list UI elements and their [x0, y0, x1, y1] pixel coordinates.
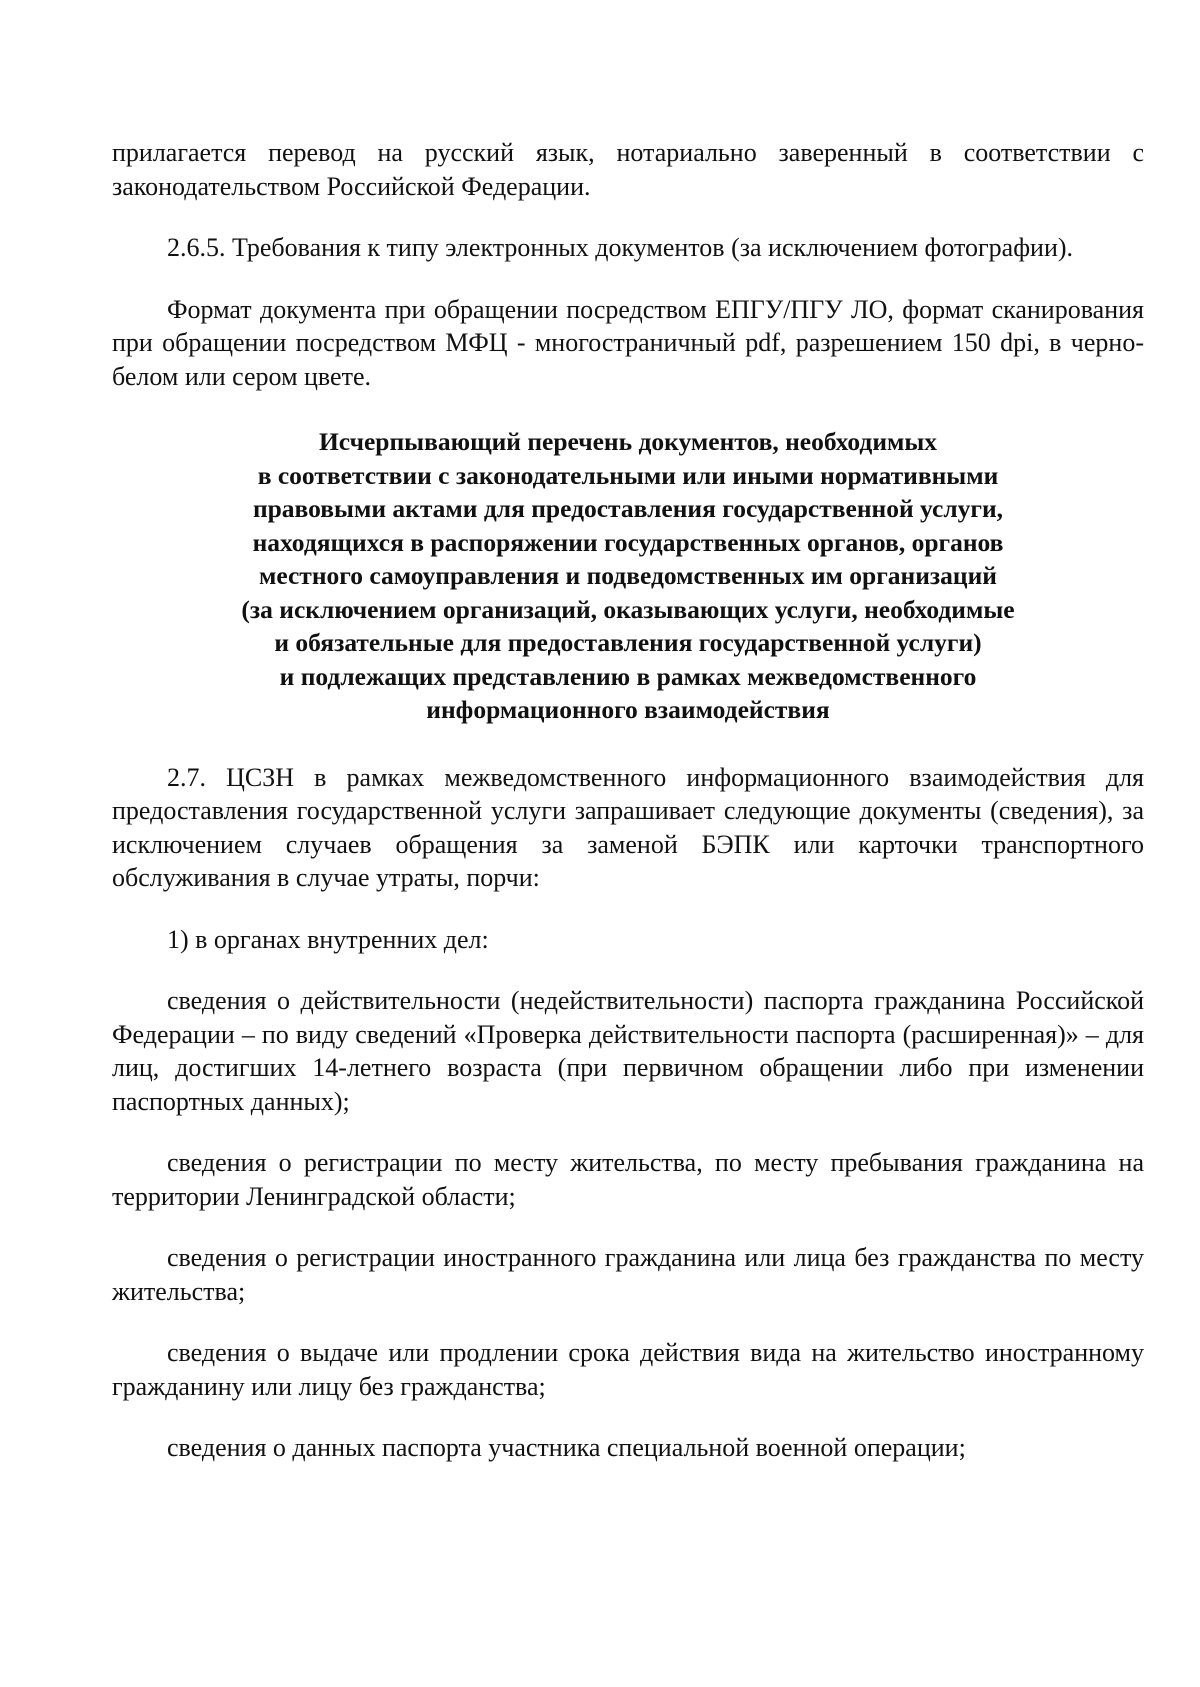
paragraph-2-7: 2.7. ЦСЗН в рамках межведомственного информационного взаимодействия для предоставления государственной услуги запрашивает следующие документы (сведения), за исключением случаев обращения за заменой БЭПК или карточки транспортного обслуживания в случае утраты, порчи:	[112, 762, 1144, 892]
paragraph-internal-affairs: 1) в органах внутренних дел:	[167, 924, 489, 954]
heading-line: местного самоуправления и подведомственных им организаций	[258, 561, 997, 590]
paragraph-svo-passport: сведения о данных паспорта участника специальной военной операции;	[167, 1433, 966, 1462]
heading-line: находящихся в распоряжении государственных органов, органов	[252, 527, 1004, 557]
paragraph-residence-registration: сведения о регистрации по месту жительства, по месту пребывания гражданина на территории Ленинградской области;	[112, 1148, 1144, 1211]
paragraph-translation-requirement: прилагается перевод на русский язык, нотариально заверенный в соответствии с законодательством Российской Федерации.	[112, 138, 1144, 201]
heading-line: правовыми актами для предоставления государственной услуги,	[252, 494, 1004, 523]
heading-line: и подлежащих представлению в рамках межведомственного	[279, 661, 977, 691]
heading-line: Исчерпывающий перечень документов, необходимых	[318, 427, 938, 456]
document-page	[112, 136, 1144, 1493]
section-heading	[112, 425, 1144, 727]
heading-line: в соответствии с законодательными или иными нормативными	[257, 460, 999, 490]
paragraph-2-6-5: 2.6.5. Требования к типу электронных документов (за исключением фотографии).	[167, 233, 1074, 262]
heading-line: информационного взаимодействия	[426, 695, 830, 724]
paragraph-document-format: Формат документа при обращении посредством ЕПГУ/ПГУ ЛО, формат сканирования при обращении посредством МФЦ - многостраничный pdf, разрешением 150 dpi, в черно-белом или сером цвете.	[112, 294, 1144, 391]
heading-line: (за исключением организаций, оказывающих услуги, необходимые	[241, 594, 1015, 624]
paragraph-foreigner-registration: сведения о регистрации иностранного гражданина или лица без гражданства по месту жительства;	[112, 1243, 1144, 1306]
paragraph-residence-permit: сведения о выдаче или продлении срока действия вида на жительство иностранному гражданину или лицу без гражданства;	[112, 1338, 1144, 1401]
paragraph-passport-validity: сведения о действительности (недействительности) паспорта гражданина Российской Федерации – по виду сведений «Проверка действительности паспорта (расширенная)» – для лиц, достигших 14-летнего возраста (при первичном обращении либо при изменении паспортных данных);	[112, 986, 1144, 1116]
heading-line: и обязательные для предоставления государственной услуги)	[274, 628, 982, 657]
